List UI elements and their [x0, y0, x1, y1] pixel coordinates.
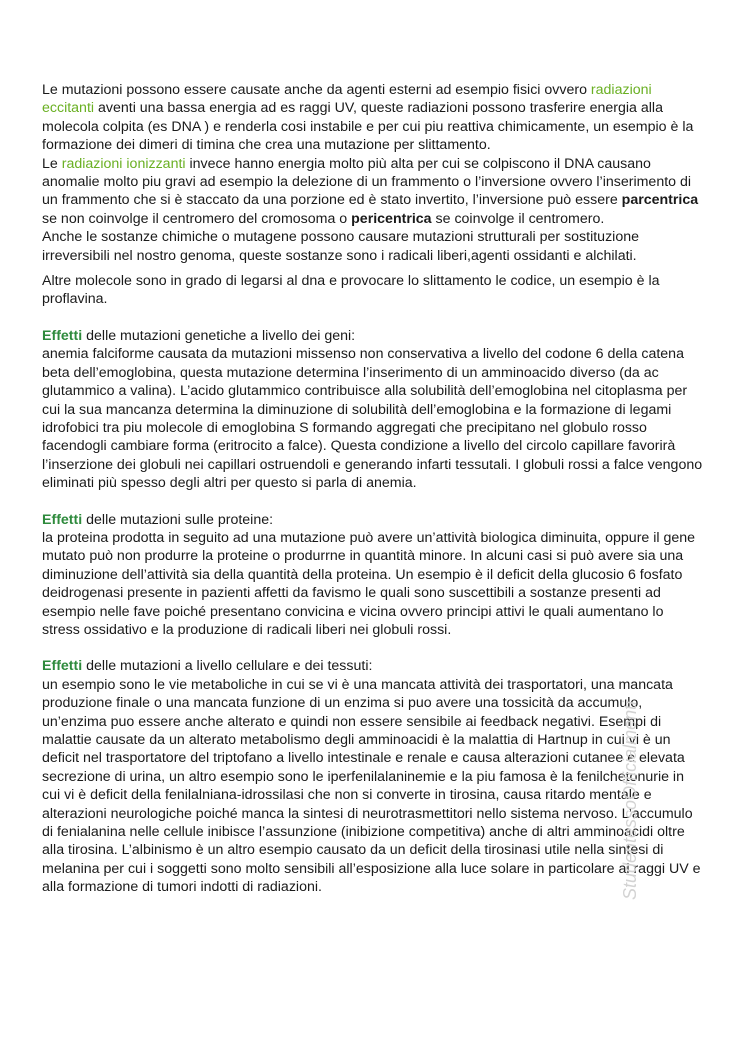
term-radiazioni-eccitanti: radiazioni eccitanti — [42, 82, 652, 117]
text: aventi una bassa energia ad es raggi UV, queste radiazioni possono trasferire energia alla molecola colpita (es DNA ) e renderla cosi instabile e per cui piu reattiva chimicamente, un esempio è la formazione dei dimeri di timina che crea una mutazione per slittamento. — [42, 100, 694, 154]
text: Le — [42, 155, 62, 172]
term-pericentrica: pericentrica — [351, 210, 432, 227]
text: Le mutazioni possono essere causate anche da agenti esterni ad esempio fisici ovvero — [42, 82, 591, 98]
paragraph-radiazioni-eccitanti — [42, 81, 704, 155]
paragraph-sostanze-chimiche: Anche le sostanze chimiche o mutagene possono causare mutazioni strutturali per sostituzione irreversibili nel nostro genoma, queste sostanze sono i radicali liberi,agenti ossidanti e alchilati. — [42, 229, 639, 264]
term-parcentrica: parcentrica — [621, 192, 699, 209]
section-body-geni: anemia falciforme causata da mutazioni missenso non conservativa a livello del codone 6 della catena beta dell’emoglobina, questa mutazione determina l’inserimento di un amminoacido diverso (da ac glutammico a valina). L’acido glutammico contribuisce alla solubilità dell’emoglobina nel citoplasma per cui la sua mancanza determina la diminuzione di solubilità dell’emoglobina e la formazione di legami idrofobici tra piu molecole di emoglobina S formando aggregati che precipitano nel globulo rosso facendogli cambiare forma (eritrocito a falce). Questa condizione a livello del circolo capillare favorirà l’inserzione dei globuli nei capillari ostruendoli e generando infarti tessutali. I globuli rossi a falce vengono eliminati più spesso degli altri per questo si parla di anemia. — [42, 346, 703, 492]
heading-text: delle mutazioni a livello cellulare e dei tessuti: — [82, 658, 373, 675]
text: se non coinvolge il centromero del cromosoma o — [42, 210, 352, 227]
document-body — [42, 81, 704, 897]
heading-text: delle mutazioni genetiche a livello dei geni: — [82, 327, 356, 344]
paragraph-altre-molecole: Altre molecole sono in grado di legarsi al dna e provocare lo slittamento le codice, un esempio è la proflavina. — [42, 273, 660, 308]
section-heading-geni — [42, 327, 704, 345]
section-heading-proteine — [42, 511, 704, 529]
effetti-label: Effetti — [42, 658, 83, 675]
heading-text: delle mutazioni sulle proteine: — [82, 511, 274, 528]
paragraph-radiazioni-ionizzanti — [42, 155, 704, 229]
watermark: StudentessoOfficialmenti — [620, 700, 640, 900]
effetti-label: Effetti — [42, 327, 83, 344]
section-body-cellulare: un esempio sono le vie metaboliche in cui se vi è una mancata attività dei trasportatori, una mancata produzione finale o una mancata funzione di un enzima si puo avere una tossicità da accumulo, un’enzima puo essere anche alterato e quindi non essere sensibile ai feedback negativi. Esempi di malattie causate da un alterato metabolismo degli amminoacidi è la malattia di Hartnup in cui vi è un deficit nel trasportatore del triptofano a livello intestinale e renale e causa alterazioni cutanee e elevata secrezione di urina, un altro esempio sono le iperfenilalaninemie e la piu famosa è la fenilchetonurie in cui vi è deficit della fenilalniana-idrossilasi che non si converte in tirosina, causa ritardo mentale e alterazioni neurologiche poiché manca la sintesi di neurotrasmettitori nello sistema nervoso. L’accumulo di fenialanina nelle cellule inibisce l’assunzione (inibizione competitiva) anche di altri amminoacidi oltre alla tirosina. L’albinismo è un altro esempio causato da un deficit della tirosinasi utile nella sintesi di melanina per cui i soggetti sono molto sensibili all’esposizione alla luce solare in particolare ai raggi UV e alla formazione di tumori indotti di radiazioni. — [42, 676, 701, 896]
section-body-proteine: la proteina prodotta in seguito ad una mutazione può avere un’attività biologica diminuita, oppure il gene mutato può non produrre la proteine o produrrne in quantità minore. In alcuni casi si può avere sia una diminuzione dell’attività sia della quantità della proteina. Un esempio è il deficit della glucosio 6 fosfato deidrogenasi presente in pazienti affetti da favismo le quali sono suscettibili a sostanze presenti ad esempio nelle fave poiché presentano convicina e vicina ovvero principi attivi le quali aumentano lo stress ossidativo e la produzione di radicali liberi nei globuli rossi. — [42, 529, 696, 638]
text: invece hanno energia molto più alta per cui se colpiscono il DNA causano anomalie molto piu gravi ad esempio la delezione di un frammento o l’inversione ovvero l’inserimento di un frammento che si è staccato da una porzione ed è stato invertito, l’inversione può essere — [42, 155, 692, 209]
section-heading-cellulare — [42, 657, 704, 675]
effetti-label: Effetti — [42, 511, 83, 528]
text: se coinvolge il centromero. — [431, 210, 605, 227]
term-radiazioni-ionizzanti: radiazioni ionizzanti — [61, 155, 186, 172]
